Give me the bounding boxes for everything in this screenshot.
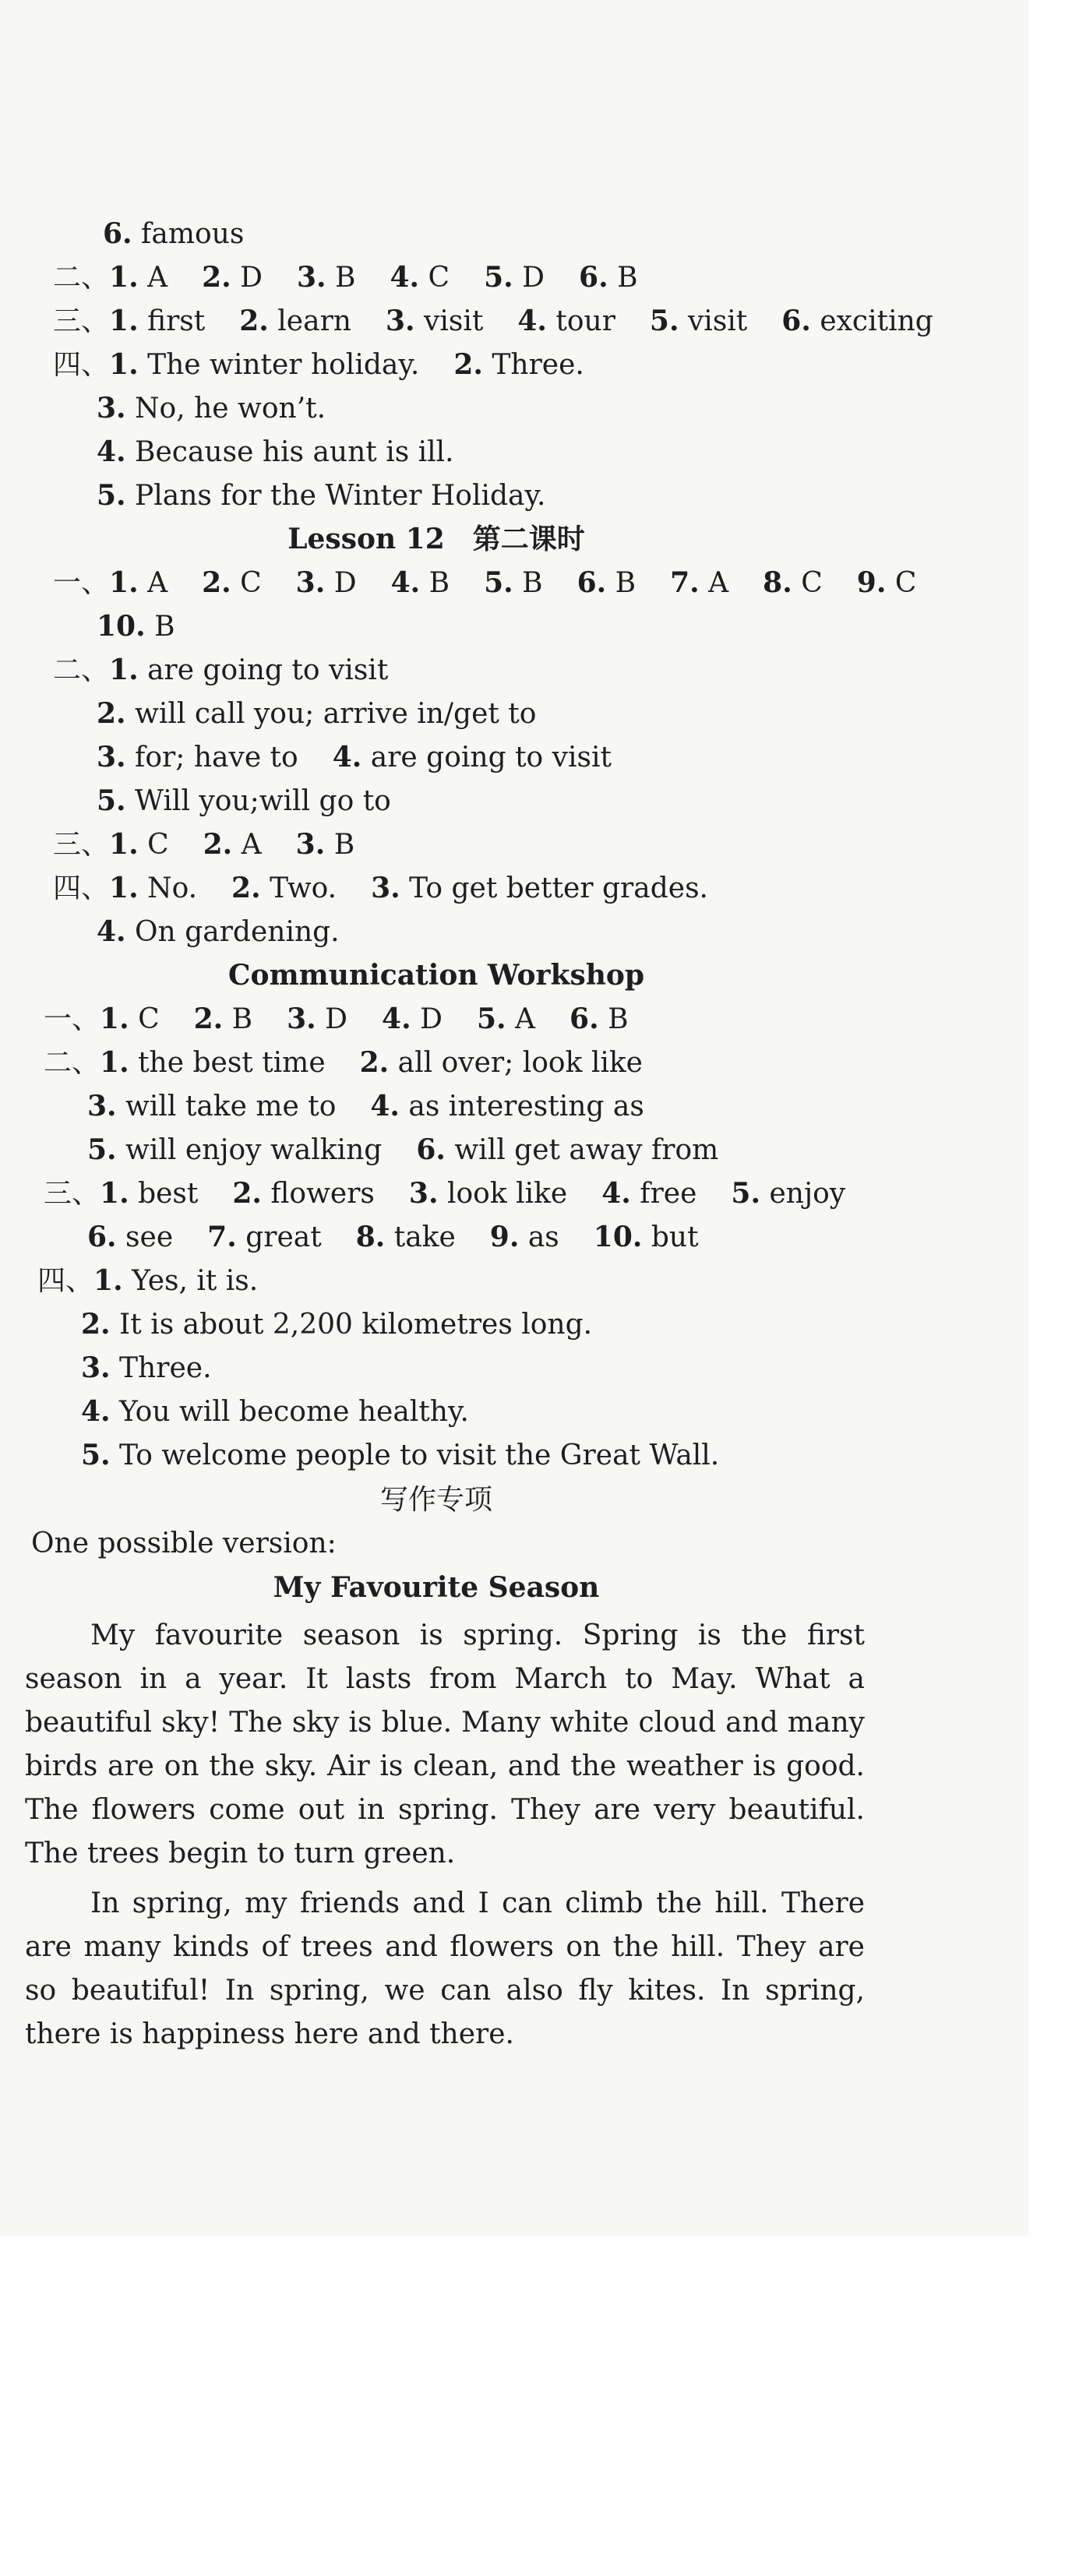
item-number: 5. — [476, 1003, 506, 1035]
answer-text: D — [420, 1003, 443, 1035]
item-number: 3. — [287, 1003, 316, 1035]
answer-text: are going to visit — [147, 654, 389, 686]
answer-line — [103, 217, 244, 252]
item-number: 2. — [239, 305, 269, 337]
item-number: 4. — [390, 566, 421, 599]
answer-text: will call you; arrive in/get to — [135, 698, 537, 730]
answer-line — [53, 347, 584, 382]
item-number: 4. — [332, 741, 362, 774]
answer-line — [97, 435, 454, 470]
item-number: 3. — [87, 1090, 117, 1122]
item-number: 3. — [295, 828, 326, 861]
answer-text: B — [231, 1003, 253, 1035]
item-number: 1. — [100, 1177, 129, 1210]
item-number: 4. — [370, 1090, 400, 1122]
answer-text: A — [147, 262, 168, 294]
section-label: 三、 — [53, 829, 110, 861]
item-number: 2. — [202, 261, 231, 294]
item-number: 4. — [97, 915, 126, 948]
answer-text: It is about 2,200 kilometres long. — [119, 1309, 593, 1341]
item-number: 3. — [81, 1351, 111, 1384]
answer-text: C — [138, 1003, 160, 1035]
item-number: 2. — [231, 872, 261, 904]
item-number: 10. — [97, 610, 146, 643]
item-number: 3. — [295, 566, 326, 599]
answer-line — [44, 1176, 845, 1211]
writing-intro: One possible version: — [31, 1528, 337, 1559]
answer-text: C — [894, 567, 917, 599]
item-number: 3. — [385, 305, 415, 337]
answer-line — [97, 740, 612, 775]
answer-text: You will become healthy. — [119, 1396, 469, 1428]
answer-text: C — [428, 262, 450, 294]
answer-text: first — [147, 305, 206, 337]
answer-text: B — [335, 262, 356, 294]
item-number: 4. — [81, 1395, 111, 1428]
answer-text: visit — [424, 305, 484, 337]
answer-line — [53, 827, 354, 862]
section-label: 一、 — [44, 1003, 100, 1035]
item-number: 1. — [93, 1264, 123, 1297]
answer-text: all over; look like — [397, 1047, 643, 1079]
section-label: 一、 — [53, 567, 110, 599]
answer-text: will enjoy walking — [125, 1134, 383, 1166]
item-number: 2. — [193, 1003, 224, 1035]
item-number: 6. — [577, 566, 607, 599]
answer-text: To welcome people to visit the Great Wall. — [119, 1440, 720, 1471]
answer-line — [97, 609, 175, 644]
answer-line — [87, 1089, 644, 1124]
answer-line — [87, 1220, 699, 1255]
item-number: 6. — [87, 1221, 117, 1253]
answer-text: as — [527, 1221, 559, 1253]
answer-text: free — [640, 1178, 697, 1210]
answer-text: visit — [687, 305, 748, 337]
item-number: 3. — [97, 741, 126, 774]
section-label: 三、 — [53, 305, 110, 337]
item-number: 3. — [408, 1177, 439, 1210]
answer-text: To get better grades. — [409, 872, 708, 904]
answer-line — [53, 304, 933, 339]
item-number: 5. — [87, 1133, 117, 1166]
answer-text: C — [240, 567, 262, 599]
answer-text: Will you;will go to — [135, 785, 391, 817]
answer-text: Three. — [492, 349, 584, 381]
item-number: 2. — [453, 348, 483, 381]
answer-text: but — [651, 1221, 699, 1253]
answer-text: Because his aunt is ill. — [135, 436, 454, 468]
answer-text: B — [615, 567, 636, 599]
item-number: 2. — [232, 1177, 262, 1210]
section-label: 二、 — [53, 654, 110, 686]
answer-line — [53, 566, 916, 601]
item-number: 1. — [109, 348, 139, 381]
workshop-title: Communication Workshop — [227, 959, 645, 992]
item-number: 3. — [296, 261, 326, 294]
answer-text: famous — [141, 218, 245, 250]
answer-text: The winter holiday. — [147, 349, 420, 381]
answer-line — [44, 1045, 643, 1080]
answer-line — [97, 784, 391, 819]
answer-text: B — [617, 262, 638, 294]
item-number: 9. — [856, 566, 887, 599]
answer-text: A — [241, 829, 262, 861]
essay-title: My Favourite Season — [273, 1571, 600, 1604]
answer-text: A — [708, 567, 729, 599]
item-number: 4. — [517, 305, 547, 337]
answer-text: B — [522, 567, 543, 599]
answer-text: Yes, it is. — [132, 1265, 259, 1297]
answer-line — [37, 1263, 258, 1299]
answer-text: for; have to — [135, 742, 298, 774]
essay-paragraph-1: My favourite season is spring. Spring is the first season in a year. It lasts from March to May. What a beautiful sky! The sky is blue. Many white cloud and many birds are on the sky. Air is clean, and the weather is good. The flowers come out in spring. They are very beautiful. The trees begin to turn green. — [25, 1619, 865, 1869]
answer-text: are going to visit — [370, 742, 612, 774]
item-number: 5. — [97, 784, 126, 817]
answer-text: C — [147, 829, 169, 861]
answer-text: Two. — [270, 872, 337, 904]
answer-text: best — [138, 1178, 199, 1210]
writing-section-title: 写作专项 — [379, 1484, 492, 1516]
answer-line — [97, 914, 340, 950]
item-number: 5. — [484, 566, 513, 599]
section-label: 四、 — [53, 872, 110, 904]
item-number: 7. — [207, 1221, 237, 1253]
answer-text: No. — [147, 872, 198, 904]
essay-paragraph-2: In spring, my friends and I can climb the hill. There are many kinds of trees and flowers on the hill. They are so beautiful! In spring, we can also fly kites. In spring, there is happiness here and there. — [25, 1887, 865, 2050]
answer-line — [87, 1133, 718, 1168]
answer-text: D — [333, 567, 357, 599]
item-number: 8. — [355, 1221, 386, 1253]
section-label: 二、 — [44, 1047, 100, 1079]
answer-text: No, he won’t. — [135, 393, 326, 425]
item-number: 1. — [100, 1003, 129, 1035]
answer-text: B — [333, 829, 355, 861]
item-number: 1. — [109, 872, 139, 904]
item-number: 5. — [97, 479, 126, 512]
item-number: 3. — [371, 872, 400, 904]
section-label: 四、 — [37, 1265, 94, 1297]
item-number: 5. — [484, 261, 513, 294]
answer-text: D — [325, 1003, 348, 1035]
item-number: 2. — [359, 1046, 390, 1079]
item-number: 8. — [763, 566, 792, 599]
answer-text: D — [240, 262, 263, 294]
answer-line — [44, 1002, 629, 1037]
answer-line — [53, 653, 388, 688]
answer-text: as interesting as — [408, 1091, 644, 1122]
item-number: 4. — [382, 1003, 411, 1035]
answer-text: the best time — [138, 1047, 326, 1079]
answer-text: A — [147, 567, 168, 599]
answer-text: B — [428, 567, 450, 599]
answer-line — [81, 1438, 719, 1473]
item-number: 2. — [97, 697, 126, 730]
answer-line — [97, 696, 536, 731]
answer-line — [81, 1307, 592, 1342]
answer-line — [53, 260, 638, 295]
item-number: 2. — [202, 566, 231, 599]
answer-text: flowers — [270, 1178, 375, 1210]
item-number: 1. — [109, 828, 139, 861]
lesson-12-title: Lesson 12 第二课时 — [287, 523, 585, 555]
answer-text: will take me to — [125, 1091, 337, 1122]
item-number: 4. — [390, 261, 420, 294]
item-number: 5. — [81, 1439, 111, 1471]
item-number: 5. — [649, 305, 679, 337]
answer-text: tour — [555, 305, 615, 337]
answer-line — [53, 871, 708, 906]
item-number: 2. — [81, 1308, 111, 1341]
item-number: 2. — [203, 828, 233, 861]
answer-text: see — [125, 1221, 174, 1253]
item-number: 1. — [109, 654, 139, 686]
answer-text: C — [801, 567, 823, 599]
answer-text: Three. — [119, 1352, 212, 1384]
answer-text: will get away from — [454, 1134, 719, 1166]
answer-line — [97, 478, 546, 513]
item-number: 1. — [109, 261, 139, 294]
item-number: 4. — [97, 435, 126, 468]
item-number: 1. — [100, 1046, 129, 1079]
answer-text: enjoy — [769, 1178, 846, 1210]
answer-text: take — [393, 1221, 456, 1253]
item-number: 6. — [103, 217, 132, 250]
item-number: 3. — [97, 392, 126, 425]
answer-text: Plans for the Winter Holiday. — [135, 480, 546, 512]
answer-text: B — [608, 1003, 629, 1035]
answer-line — [97, 391, 326, 426]
section-label: 四、 — [53, 349, 110, 381]
answer-text: A — [515, 1003, 536, 1035]
section-label: 三、 — [44, 1178, 100, 1210]
item-number: 6. — [781, 305, 811, 337]
item-number: 4. — [601, 1177, 631, 1210]
answer-text: learn — [277, 305, 351, 337]
answer-line — [81, 1394, 469, 1429]
answer-line — [81, 1351, 212, 1386]
item-number: 10. — [593, 1221, 643, 1253]
item-number: 6. — [579, 261, 608, 294]
section-label: 二、 — [53, 262, 110, 294]
item-number: 1. — [109, 305, 139, 337]
item-number: 9. — [489, 1221, 520, 1253]
answer-text: great — [245, 1221, 322, 1253]
answer-text: exciting — [820, 305, 933, 337]
item-number: 6. — [416, 1133, 446, 1166]
item-number: 7. — [670, 566, 700, 599]
answer-text: D — [522, 262, 545, 294]
answer-text: On gardening. — [135, 916, 340, 948]
answer-text: look like — [446, 1178, 568, 1210]
item-number: 5. — [731, 1177, 761, 1210]
answer-text: B — [154, 611, 175, 643]
item-number: 1. — [109, 566, 139, 599]
item-number: 6. — [570, 1003, 599, 1035]
